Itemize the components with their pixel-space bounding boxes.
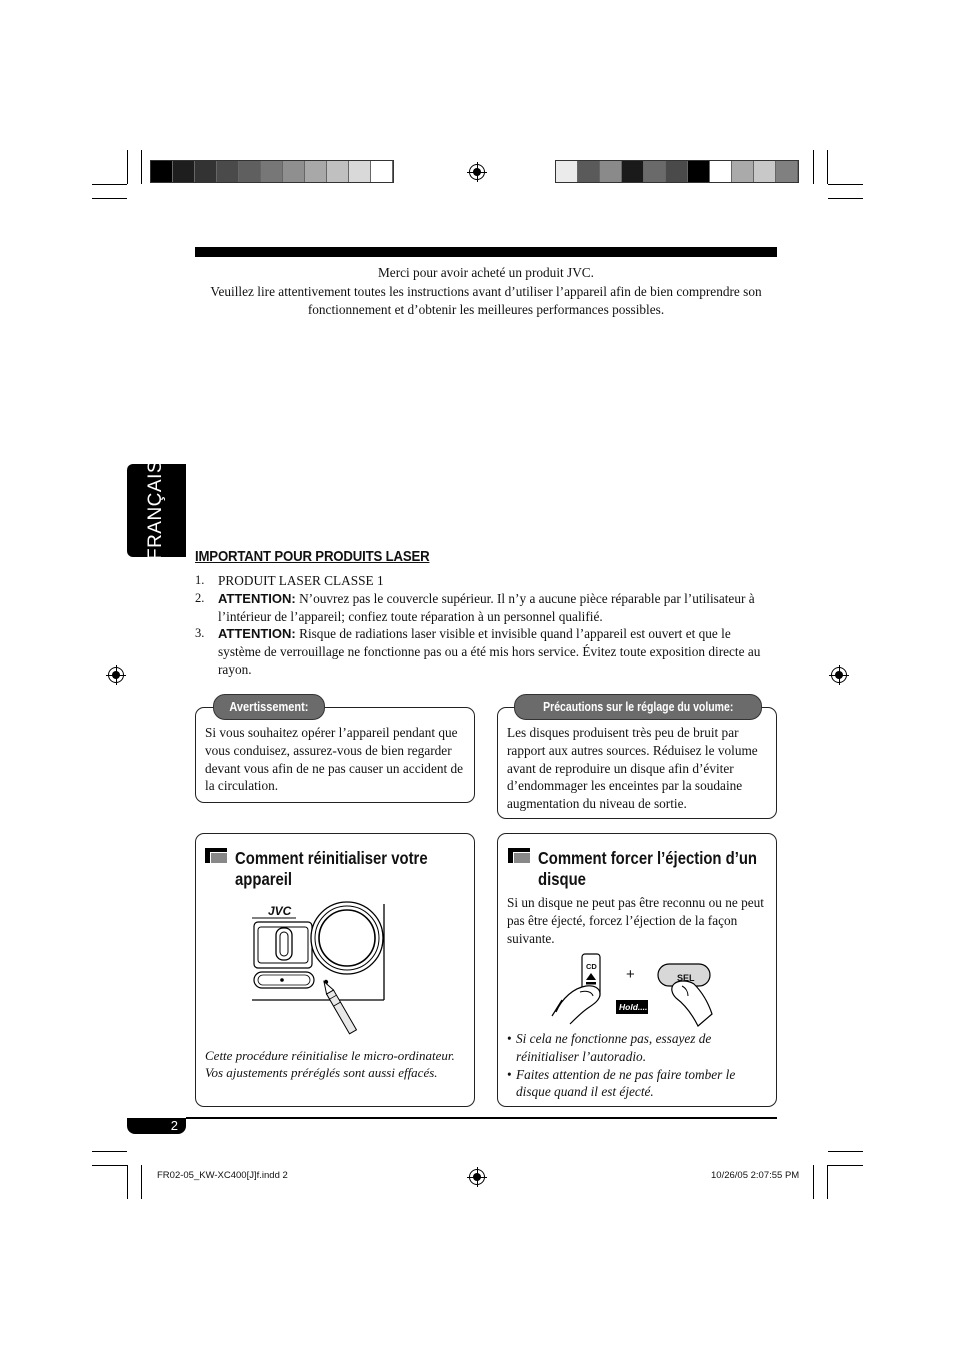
list-item: 3. ATTENTION: Risque de radiations laser visible et invisible quand l’appareil est ouvert et que le système de verrouillage ne fonctionne pas ou a été mis hors service. Évitez toute exposition directe au rayon. — [195, 626, 761, 677]
sel-button-label: SEL — [677, 973, 695, 983]
color-swatch — [754, 161, 776, 182]
laser-section-title: IMPORTANT POUR PRODUITS LASER — [195, 548, 430, 565]
color-swatch — [578, 161, 600, 182]
list-item: 1. PRODUIT LASER CLASSE 1 — [195, 573, 384, 588]
eject-text: Si un disque ne peut pas être reconnu ou ne peut pas être éjecté, forcez l’éjection de la façon suivante. — [507, 895, 765, 946]
color-swatch — [195, 161, 217, 182]
color-swatch — [710, 161, 732, 182]
color-bar-left — [150, 160, 394, 183]
jvc-logo: JVC — [268, 904, 292, 918]
eject-bullets — [507, 1030, 769, 1101]
date-slug: 10/26/05 2:07:55 PM — [711, 1170, 800, 1181]
color-swatch — [732, 161, 754, 182]
section-icon — [508, 848, 530, 863]
warning-box — [195, 707, 475, 803]
intro-line-2: Veuillez lire attentivement toutes les instructions avant d’utiliser l’appareil afin de bien comprendre son fonctionnement et d’obtenir les meilleures performances possibles. — [210, 283, 762, 317]
color-swatch — [371, 161, 393, 182]
color-swatch — [776, 161, 798, 182]
laser-list — [195, 572, 775, 679]
eject-title: Comment forcer l’éjection d’un disque — [538, 848, 758, 889]
registration-mark-icon — [469, 1169, 485, 1185]
color-swatch — [349, 161, 371, 182]
warning-label: Avertissement: — [213, 694, 325, 720]
color-swatch — [556, 161, 578, 182]
color-swatch — [327, 161, 349, 182]
registration-mark-icon — [469, 164, 485, 180]
color-swatch — [666, 161, 688, 182]
reset-title: Comment réinitialiser votre appareil — [235, 848, 428, 889]
intro-line-1: Merci pour avoir acheté un produit JVC. — [377, 265, 595, 280]
color-swatch — [173, 161, 195, 182]
cd-button-label: CD — [586, 962, 597, 971]
hold-label: Hold.... — [619, 1002, 648, 1012]
language-tab — [127, 459, 186, 561]
volume-label: Précautions sur le réglage du volume: — [514, 694, 762, 720]
list-item: • Faites attention de ne pas faire tomber le disque quand il est éjecté. — [507, 1066, 736, 1100]
page-number: 2 — [127, 1118, 186, 1134]
footer-rule — [186, 1117, 777, 1119]
reset-note: Cette procédure réinitialise le micro-ordinateur. Vos ajustements préréglés sont aussi effacés. — [205, 1048, 455, 1080]
color-swatch — [600, 161, 622, 182]
registration-mark-icon — [108, 667, 124, 683]
color-swatch — [688, 161, 710, 182]
attention-label: ATTENTION: — [218, 590, 296, 606]
registration-mark-icon — [831, 667, 847, 683]
attention-label: ATTENTION: — [218, 626, 296, 642]
reset-illustration — [246, 900, 396, 1035]
volume-box — [497, 707, 777, 819]
color-bar-right — [555, 160, 799, 183]
color-swatch — [151, 161, 173, 182]
file-slug: FR02-05_KW-XC400[J]f.indd 2 — [157, 1170, 288, 1181]
reset-box — [195, 833, 475, 1107]
plus-sign: + — [626, 966, 635, 983]
header-rule — [195, 247, 777, 257]
section-icon — [205, 848, 227, 863]
warning-text: Si vous souhaitez opérer l’appareil pendant que vous conduisez, assurez-vous de bien regarder devant vous afin de ne pas causer un accident de la circulation. — [205, 725, 464, 794]
intro-text — [195, 264, 777, 320]
color-swatch — [644, 161, 666, 182]
color-swatch — [305, 161, 327, 182]
color-swatch — [239, 161, 261, 182]
color-swatch — [217, 161, 239, 182]
language-label: FRANÇAIS — [145, 459, 166, 561]
eject-illustration — [548, 952, 723, 1030]
color-swatch — [622, 161, 644, 182]
list-item: • Si cela ne fonctionne pas, essayez de réinitialiser l’autoradio. — [507, 1031, 712, 1064]
volume-text: Les disques produisent très peu de bruit par rapport aux autres sources. Réduisez le volume avant de reproduire un disque afin d’éviter d’endommager les enceintes par la soudaine augmentation du niveau de sortie. — [507, 725, 758, 812]
list-item: 2. ATTENTION: N’ouvrez pas le couvercle supérieur. Il n’y a aucune pièce réparable par l’utilisateur à l’intérieur de l’appareil; confiez toute réparation à un personnel qualifié. — [195, 590, 755, 624]
color-swatch — [261, 161, 283, 182]
color-swatch — [283, 161, 305, 182]
eject-box — [497, 833, 777, 1107]
